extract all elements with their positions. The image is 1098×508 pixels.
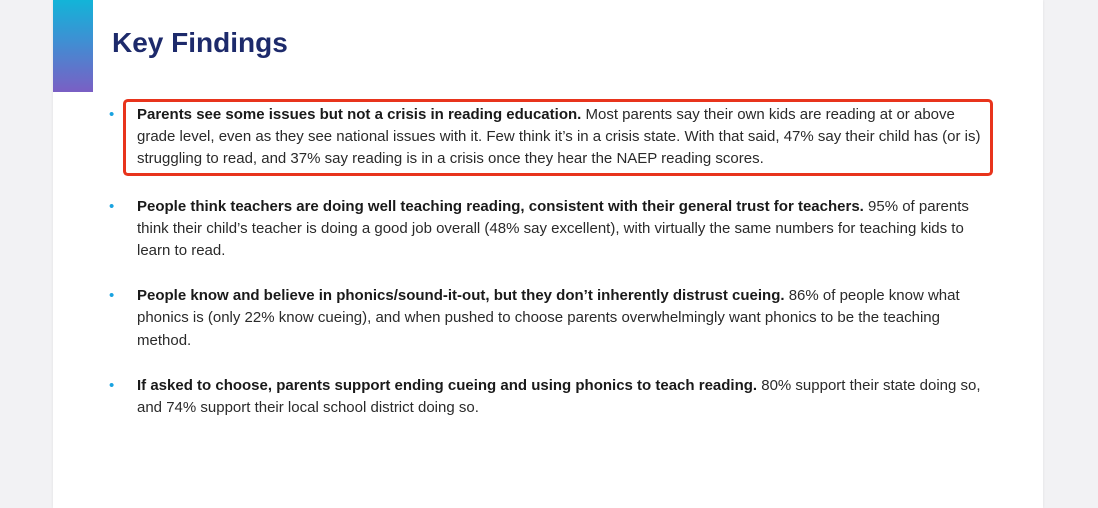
finding-body: 95% of parents think their child’s teacher is doing a good job overall (48% say excellent), with virtually the same numbers for teaching kids to learn to read.	[137, 197, 969, 260]
finding-item	[109, 104, 989, 175]
finding-lead: Parents see some issues but not a crisis in reading education.	[137, 106, 582, 123]
highlight-box	[126, 102, 990, 173]
finding-item	[109, 285, 989, 352]
finding-item	[109, 375, 989, 419]
bullet-icon: •	[109, 197, 115, 215]
bullet-icon: •	[109, 287, 115, 305]
slide	[53, 0, 1043, 508]
accent-bar	[53, 0, 93, 92]
page-title: Key Findings	[112, 27, 288, 58]
finding-lead: People think teachers are doing well teaching reading, consistent with their general trust for teachers.	[137, 197, 864, 215]
finding-body: 86% of people know what phonics is (only 22% know cueing), and when pushed to choose parents overwhelmingly want phonics to be the teaching method.	[137, 287, 960, 349]
findings-list	[109, 104, 989, 442]
finding-body: Most parents say their own kids are reading at or above grade level, even as they see national issues with it. Few think it’s in a crisis state. With that said, 47% say their child has (or is) struggling to read, and 37% say reading is in a crisis once they hear the NAEP reading scores.	[137, 106, 981, 168]
bullet-icon: •	[109, 376, 115, 394]
finding-lead: If asked to choose, parents support ending cueing and using phonics to teach reading.	[137, 376, 758, 394]
finding-item	[109, 196, 989, 263]
bullet-icon: •	[109, 106, 115, 123]
finding-lead: People know and believe in phonics/sound-it-out, but they don’t inherently distrust cueing.	[137, 287, 785, 305]
finding-body: 80% support their state doing so, and 74% support their local school district doing so.	[137, 376, 981, 417]
